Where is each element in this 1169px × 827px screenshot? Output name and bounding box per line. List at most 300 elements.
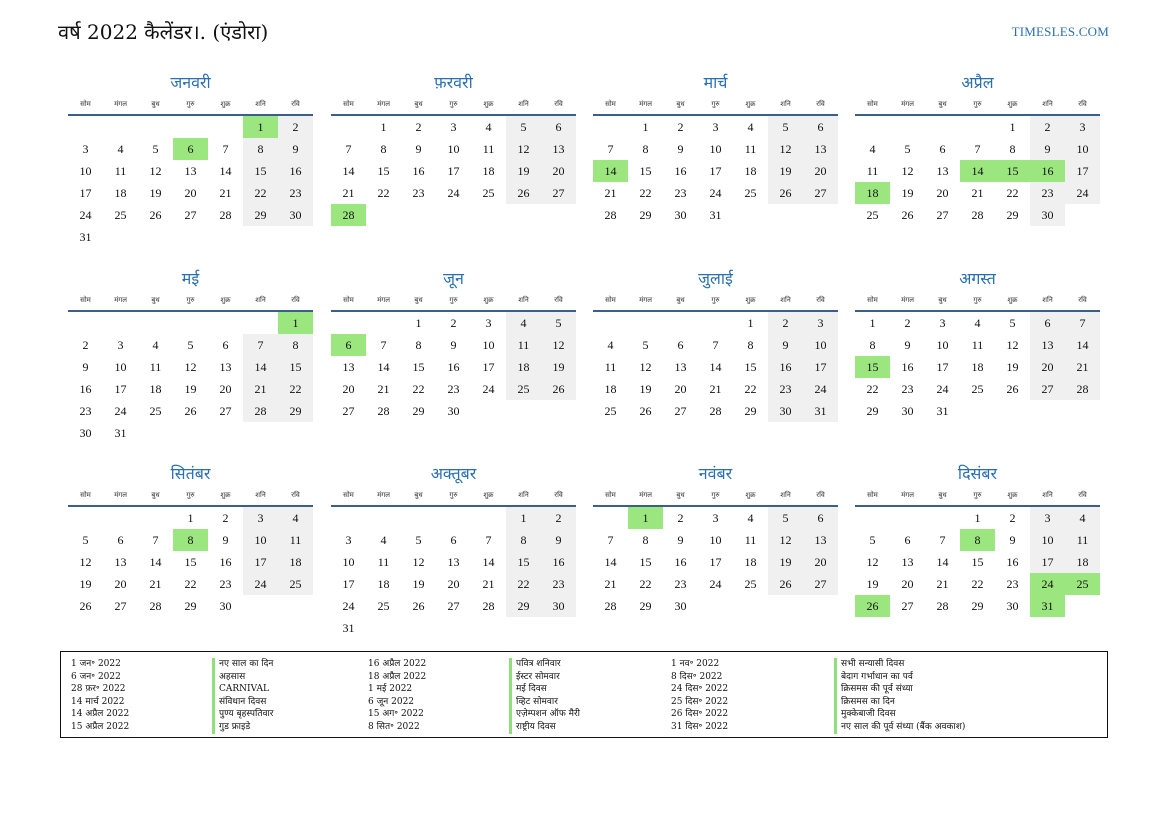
day-cell[interactable]: 11: [278, 529, 313, 551]
day-cell[interactable]: 14: [377, 360, 390, 374]
day-cell[interactable]: 29: [866, 404, 879, 418]
day-cell[interactable]: 10: [243, 529, 278, 551]
day-cell[interactable]: 7: [939, 533, 946, 547]
day-cell[interactable]: 26: [768, 573, 803, 595]
day-cell[interactable]: 19: [1006, 360, 1019, 374]
day-cell[interactable]: 10: [342, 555, 355, 569]
day-cell[interactable]: 13: [219, 360, 232, 374]
day-cell[interactable]: 23: [674, 186, 687, 200]
day-cell[interactable]: 28: [219, 208, 232, 222]
day-cell[interactable]: 24: [482, 382, 495, 396]
day-cell[interactable]: 28: [482, 599, 495, 613]
day-cell[interactable]: 17: [709, 555, 722, 569]
day-cell[interactable]: 17: [79, 186, 92, 200]
day-cell[interactable]: 4: [152, 338, 159, 352]
day-cell[interactable]: 7: [243, 334, 278, 356]
day-cell[interactable]: 15: [184, 555, 197, 569]
day-cell[interactable]: 30: [1030, 204, 1065, 226]
day-cell[interactable]: 5: [187, 338, 194, 352]
day-cell[interactable]: 4: [278, 507, 313, 529]
day-cell[interactable]: 27: [114, 599, 127, 613]
day-cell[interactable]: 20: [184, 186, 197, 200]
day-cell[interactable]: 9: [904, 338, 911, 352]
holiday-day-cell[interactable]: 16: [1030, 160, 1065, 182]
day-cell[interactable]: 30: [1006, 599, 1019, 613]
day-cell[interactable]: 10: [1030, 529, 1065, 551]
day-cell[interactable]: 23: [768, 378, 803, 400]
day-cell[interactable]: 23: [541, 573, 576, 595]
day-cell[interactable]: 2: [677, 120, 684, 134]
day-cell[interactable]: 31: [803, 400, 838, 422]
day-cell[interactable]: 17: [1065, 160, 1100, 182]
day-cell[interactable]: 18: [744, 555, 757, 569]
day-cell[interactable]: 7: [380, 338, 387, 352]
day-cell[interactable]: 27: [184, 208, 197, 222]
day-cell[interactable]: 20: [114, 577, 127, 591]
day-cell[interactable]: 29: [506, 595, 541, 617]
day-cell[interactable]: 22: [1006, 186, 1019, 200]
day-cell[interactable]: 23: [79, 404, 92, 418]
day-cell[interactable]: 4: [380, 533, 387, 547]
day-cell[interactable]: 11: [114, 164, 127, 178]
day-cell[interactable]: 17: [114, 382, 127, 396]
day-cell[interactable]: 22: [412, 382, 425, 396]
day-cell[interactable]: 19: [412, 577, 425, 591]
holiday-day-cell[interactable]: 18: [855, 182, 890, 204]
day-cell[interactable]: 20: [936, 186, 949, 200]
day-cell[interactable]: 1: [415, 316, 422, 330]
day-cell[interactable]: 25: [744, 577, 757, 591]
day-cell[interactable]: 2: [677, 511, 684, 525]
day-cell[interactable]: 27: [541, 182, 576, 204]
day-cell[interactable]: 4: [485, 120, 492, 134]
day-cell[interactable]: 7: [152, 533, 159, 547]
day-cell[interactable]: 9: [768, 334, 803, 356]
day-cell[interactable]: 25: [506, 378, 541, 400]
day-cell[interactable]: 29: [412, 404, 425, 418]
day-cell[interactable]: 17: [936, 360, 949, 374]
day-cell[interactable]: 2: [1030, 116, 1065, 138]
day-cell[interactable]: 5: [904, 142, 911, 156]
day-cell[interactable]: 9: [541, 529, 576, 551]
day-cell[interactable]: 13: [803, 529, 838, 551]
day-cell[interactable]: 8: [747, 338, 754, 352]
day-cell[interactable]: 27: [803, 182, 838, 204]
day-cell[interactable]: 12: [768, 138, 803, 160]
day-cell[interactable]: 3: [82, 142, 89, 156]
day-cell[interactable]: 21: [709, 382, 722, 396]
day-cell[interactable]: 5: [415, 533, 422, 547]
day-cell[interactable]: 13: [541, 138, 576, 160]
day-cell[interactable]: 6: [1030, 312, 1065, 334]
day-cell[interactable]: 15: [744, 360, 757, 374]
day-cell[interactable]: 30: [768, 400, 803, 422]
holiday-day-cell[interactable]: 14: [593, 160, 628, 182]
day-cell[interactable]: 14: [243, 356, 278, 378]
day-cell[interactable]: 11: [971, 338, 984, 352]
day-cell[interactable]: 17: [1030, 551, 1065, 573]
day-cell[interactable]: 25: [604, 404, 617, 418]
day-cell[interactable]: 30: [447, 404, 460, 418]
day-cell[interactable]: 8: [380, 142, 387, 156]
day-cell[interactable]: 14: [604, 555, 617, 569]
day-cell[interactable]: 20: [803, 551, 838, 573]
day-cell[interactable]: 22: [278, 378, 313, 400]
day-cell[interactable]: 9: [1030, 138, 1065, 160]
day-cell[interactable]: 25: [278, 573, 313, 595]
day-cell[interactable]: 25: [971, 382, 984, 396]
day-cell[interactable]: 6: [117, 533, 124, 547]
day-cell[interactable]: 18: [114, 186, 127, 200]
day-cell[interactable]: 5: [768, 116, 803, 138]
day-cell[interactable]: 12: [79, 555, 92, 569]
day-cell[interactable]: 24: [342, 599, 355, 613]
day-cell[interactable]: 9: [677, 142, 684, 156]
day-cell[interactable]: 8: [1009, 142, 1016, 156]
day-cell[interactable]: 22: [377, 186, 390, 200]
day-cell[interactable]: 13: [1030, 334, 1065, 356]
day-cell[interactable]: 17: [447, 164, 460, 178]
day-cell[interactable]: 29: [184, 599, 197, 613]
day-cell[interactable]: 7: [345, 142, 352, 156]
day-cell[interactable]: 20: [447, 577, 460, 591]
day-cell[interactable]: 20: [219, 382, 232, 396]
day-cell[interactable]: 24: [243, 573, 278, 595]
day-cell[interactable]: 14: [709, 360, 722, 374]
day-cell[interactable]: 12: [1006, 338, 1019, 352]
day-cell[interactable]: 6: [450, 533, 457, 547]
day-cell[interactable]: 31: [79, 230, 92, 244]
day-cell[interactable]: 10: [709, 533, 722, 547]
day-cell[interactable]: 27: [803, 573, 838, 595]
day-cell[interactable]: 10: [114, 360, 127, 374]
day-cell[interactable]: 1: [187, 511, 194, 525]
day-cell[interactable]: 6: [677, 338, 684, 352]
day-cell[interactable]: 10: [709, 142, 722, 156]
day-cell[interactable]: 22: [639, 186, 652, 200]
day-cell[interactable]: 4: [1065, 507, 1100, 529]
day-cell[interactable]: 1: [506, 507, 541, 529]
day-cell[interactable]: 16: [447, 360, 460, 374]
day-cell[interactable]: 11: [744, 533, 757, 547]
day-cell[interactable]: 18: [744, 164, 757, 178]
day-cell[interactable]: 26: [901, 208, 914, 222]
day-cell[interactable]: 22: [184, 577, 197, 591]
day-cell[interactable]: 5: [869, 533, 876, 547]
day-cell[interactable]: 11: [482, 142, 495, 156]
day-cell[interactable]: 16: [541, 551, 576, 573]
day-cell[interactable]: 13: [114, 555, 127, 569]
day-cell[interactable]: 25: [744, 186, 757, 200]
day-cell[interactable]: 7: [607, 142, 614, 156]
day-cell[interactable]: 20: [1030, 356, 1065, 378]
day-cell[interactable]: 21: [219, 186, 232, 200]
day-cell[interactable]: 17: [803, 356, 838, 378]
day-cell[interactable]: 5: [541, 312, 576, 334]
day-cell[interactable]: 10: [79, 164, 92, 178]
day-cell[interactable]: 31: [342, 621, 355, 635]
day-cell[interactable]: 30: [278, 204, 313, 226]
day-cell[interactable]: 12: [184, 360, 197, 374]
day-cell[interactable]: 14: [219, 164, 232, 178]
day-cell[interactable]: 13: [901, 555, 914, 569]
day-cell[interactable]: 26: [541, 378, 576, 400]
day-cell[interactable]: 15: [377, 164, 390, 178]
day-cell[interactable]: 13: [447, 555, 460, 569]
day-cell[interactable]: 19: [184, 382, 197, 396]
day-cell[interactable]: 3: [803, 312, 838, 334]
day-cell[interactable]: 21: [971, 186, 984, 200]
day-cell[interactable]: 24: [447, 186, 460, 200]
day-cell[interactable]: 23: [278, 182, 313, 204]
day-cell[interactable]: 3: [345, 533, 352, 547]
day-cell[interactable]: 31: [709, 208, 722, 222]
day-cell[interactable]: 22: [971, 577, 984, 591]
day-cell[interactable]: 6: [222, 338, 229, 352]
day-cell[interactable]: 27: [447, 599, 460, 613]
day-cell[interactable]: 19: [866, 577, 879, 591]
day-cell[interactable]: 12: [149, 164, 162, 178]
day-cell[interactable]: 1: [869, 316, 876, 330]
day-cell[interactable]: 4: [117, 142, 124, 156]
holiday-day-cell[interactable]: 1: [243, 116, 278, 138]
day-cell[interactable]: 3: [1030, 507, 1065, 529]
day-cell[interactable]: 18: [604, 382, 617, 396]
day-cell[interactable]: 24: [709, 577, 722, 591]
day-cell[interactable]: 3: [485, 316, 492, 330]
day-cell[interactable]: 16: [674, 555, 687, 569]
day-cell[interactable]: 1: [642, 120, 649, 134]
day-cell[interactable]: 7: [222, 142, 229, 156]
day-cell[interactable]: 6: [904, 533, 911, 547]
day-cell[interactable]: 9: [1009, 533, 1016, 547]
day-cell[interactable]: 16: [79, 382, 92, 396]
day-cell[interactable]: 30: [674, 208, 687, 222]
day-cell[interactable]: 19: [506, 160, 541, 182]
day-cell[interactable]: 2: [1009, 511, 1016, 525]
day-cell[interactable]: 3: [712, 120, 719, 134]
holiday-day-cell[interactable]: 31: [1030, 595, 1065, 617]
day-cell[interactable]: 7: [485, 533, 492, 547]
day-cell[interactable]: 11: [377, 555, 390, 569]
day-cell[interactable]: 31: [936, 404, 949, 418]
day-cell[interactable]: 2: [541, 507, 576, 529]
day-cell[interactable]: 21: [604, 577, 617, 591]
holiday-day-cell[interactable]: 15: [995, 160, 1030, 182]
day-cell[interactable]: 24: [114, 404, 127, 418]
day-cell[interactable]: 12: [901, 164, 914, 178]
day-cell[interactable]: 9: [415, 142, 422, 156]
day-cell[interactable]: 8: [506, 529, 541, 551]
day-cell[interactable]: 19: [541, 356, 576, 378]
day-cell[interactable]: 20: [674, 382, 687, 396]
day-cell[interactable]: 22: [744, 382, 757, 396]
day-cell[interactable]: 20: [901, 577, 914, 591]
day-cell[interactable]: 4: [869, 142, 876, 156]
day-cell[interactable]: 6: [803, 116, 838, 138]
day-cell[interactable]: 25: [149, 404, 162, 418]
day-cell[interactable]: 14: [149, 555, 162, 569]
day-cell[interactable]: 24: [79, 208, 92, 222]
day-cell[interactable]: 30: [79, 426, 92, 440]
day-cell[interactable]: 14: [1065, 334, 1100, 356]
day-cell[interactable]: 16: [901, 360, 914, 374]
day-cell[interactable]: 28: [1065, 378, 1100, 400]
day-cell[interactable]: 9: [278, 138, 313, 160]
day-cell[interactable]: 11: [866, 164, 879, 178]
day-cell[interactable]: 12: [506, 138, 541, 160]
day-cell[interactable]: 18: [506, 356, 541, 378]
day-cell[interactable]: 22: [243, 182, 278, 204]
day-cell[interactable]: 12: [412, 555, 425, 569]
holiday-day-cell[interactable]: 26: [855, 595, 890, 617]
day-cell[interactable]: 17: [709, 164, 722, 178]
day-cell[interactable]: 28: [971, 208, 984, 222]
day-cell[interactable]: 29: [243, 204, 278, 226]
day-cell[interactable]: 9: [82, 360, 89, 374]
holiday-day-cell[interactable]: 8: [960, 529, 995, 551]
day-cell[interactable]: 11: [1065, 529, 1100, 551]
day-cell[interactable]: 26: [639, 404, 652, 418]
day-cell[interactable]: 25: [482, 186, 495, 200]
day-cell[interactable]: 28: [377, 404, 390, 418]
day-cell[interactable]: 8: [869, 338, 876, 352]
day-cell[interactable]: 23: [219, 577, 232, 591]
day-cell[interactable]: 7: [1065, 312, 1100, 334]
day-cell[interactable]: 19: [768, 160, 803, 182]
day-cell[interactable]: 20: [342, 382, 355, 396]
day-cell[interactable]: 17: [482, 360, 495, 374]
holiday-day-cell[interactable]: 6: [331, 334, 366, 356]
day-cell[interactable]: 8: [243, 138, 278, 160]
day-cell[interactable]: 23: [1030, 182, 1065, 204]
day-cell[interactable]: 28: [149, 599, 162, 613]
day-cell[interactable]: 13: [803, 138, 838, 160]
day-cell[interactable]: 2: [768, 312, 803, 334]
day-cell[interactable]: 4: [974, 316, 981, 330]
day-cell[interactable]: 12: [639, 360, 652, 374]
day-cell[interactable]: 18: [482, 164, 495, 178]
day-cell[interactable]: 26: [412, 599, 425, 613]
day-cell[interactable]: 10: [447, 142, 460, 156]
day-cell[interactable]: 8: [642, 142, 649, 156]
day-cell[interactable]: 27: [936, 208, 949, 222]
day-cell[interactable]: 2: [450, 316, 457, 330]
day-cell[interactable]: 10: [936, 338, 949, 352]
day-cell[interactable]: 5: [768, 507, 803, 529]
day-cell[interactable]: 5: [642, 338, 649, 352]
site-link[interactable]: TIMESLES.COM: [1011, 24, 1109, 39]
day-cell[interactable]: 24: [936, 382, 949, 396]
day-cell[interactable]: 27: [1030, 378, 1065, 400]
day-cell[interactable]: 1: [747, 316, 754, 330]
day-cell[interactable]: 13: [936, 164, 949, 178]
day-cell[interactable]: 13: [184, 164, 197, 178]
day-cell[interactable]: 10: [803, 334, 838, 356]
day-cell[interactable]: 5: [82, 533, 89, 547]
day-cell[interactable]: 21: [377, 382, 390, 396]
day-cell[interactable]: 30: [219, 599, 232, 613]
day-cell[interactable]: 26: [506, 182, 541, 204]
day-cell[interactable]: 28: [936, 599, 949, 613]
day-cell[interactable]: 4: [747, 120, 754, 134]
day-cell[interactable]: 22: [506, 573, 541, 595]
day-cell[interactable]: 25: [377, 599, 390, 613]
day-cell[interactable]: 23: [1006, 577, 1019, 591]
day-cell[interactable]: 20: [803, 160, 838, 182]
day-cell[interactable]: 2: [904, 316, 911, 330]
day-cell[interactable]: 16: [219, 555, 232, 569]
day-cell[interactable]: 26: [149, 208, 162, 222]
holiday-day-cell[interactable]: 6: [173, 138, 208, 160]
day-cell[interactable]: 16: [674, 164, 687, 178]
day-cell[interactable]: 31: [114, 426, 127, 440]
day-cell[interactable]: 1: [974, 511, 981, 525]
day-cell[interactable]: 26: [184, 404, 197, 418]
day-cell[interactable]: 23: [901, 382, 914, 396]
day-cell[interactable]: 18: [971, 360, 984, 374]
day-cell[interactable]: 3: [243, 507, 278, 529]
day-cell[interactable]: 29: [744, 404, 757, 418]
day-cell[interactable]: 16: [278, 160, 313, 182]
day-cell[interactable]: 20: [541, 160, 576, 182]
day-cell[interactable]: 15: [971, 555, 984, 569]
day-cell[interactable]: 15: [639, 555, 652, 569]
day-cell[interactable]: 24: [709, 186, 722, 200]
day-cell[interactable]: 5: [1009, 316, 1016, 330]
day-cell[interactable]: 19: [901, 186, 914, 200]
day-cell[interactable]: 12: [768, 529, 803, 551]
day-cell[interactable]: 29: [278, 400, 313, 422]
day-cell[interactable]: 2: [82, 338, 89, 352]
day-cell[interactable]: 22: [639, 577, 652, 591]
day-cell[interactable]: 30: [674, 599, 687, 613]
day-cell[interactable]: 1: [380, 120, 387, 134]
day-cell[interactable]: 27: [342, 404, 355, 418]
holiday-day-cell[interactable]: 24: [1030, 573, 1065, 595]
day-cell[interactable]: 4: [506, 312, 541, 334]
day-cell[interactable]: 16: [1006, 555, 1019, 569]
day-cell[interactable]: 11: [744, 142, 757, 156]
day-cell[interactable]: 28: [604, 599, 617, 613]
holiday-day-cell[interactable]: 14: [960, 160, 995, 182]
day-cell[interactable]: 29: [1006, 208, 1019, 222]
day-cell[interactable]: 15: [506, 551, 541, 573]
day-cell[interactable]: 28: [243, 400, 278, 422]
day-cell[interactable]: 7: [974, 142, 981, 156]
day-cell[interactable]: 10: [1065, 138, 1100, 160]
day-cell[interactable]: 26: [768, 182, 803, 204]
day-cell[interactable]: 15: [639, 164, 652, 178]
day-cell[interactable]: 25: [114, 208, 127, 222]
day-cell[interactable]: 1: [1009, 120, 1016, 134]
day-cell[interactable]: 14: [936, 555, 949, 569]
day-cell[interactable]: 8: [642, 533, 649, 547]
day-cell[interactable]: 13: [342, 360, 355, 374]
day-cell[interactable]: 21: [482, 577, 495, 591]
day-cell[interactable]: 16: [412, 164, 425, 178]
day-cell[interactable]: 3: [939, 316, 946, 330]
day-cell[interactable]: 15: [278, 356, 313, 378]
day-cell[interactable]: 8: [415, 338, 422, 352]
day-cell[interactable]: 3: [117, 338, 124, 352]
day-cell[interactable]: 21: [936, 577, 949, 591]
holiday-day-cell[interactable]: 28: [331, 204, 366, 226]
day-cell[interactable]: 6: [803, 507, 838, 529]
day-cell[interactable]: 25: [866, 208, 879, 222]
day-cell[interactable]: 13: [674, 360, 687, 374]
day-cell[interactable]: 29: [971, 599, 984, 613]
